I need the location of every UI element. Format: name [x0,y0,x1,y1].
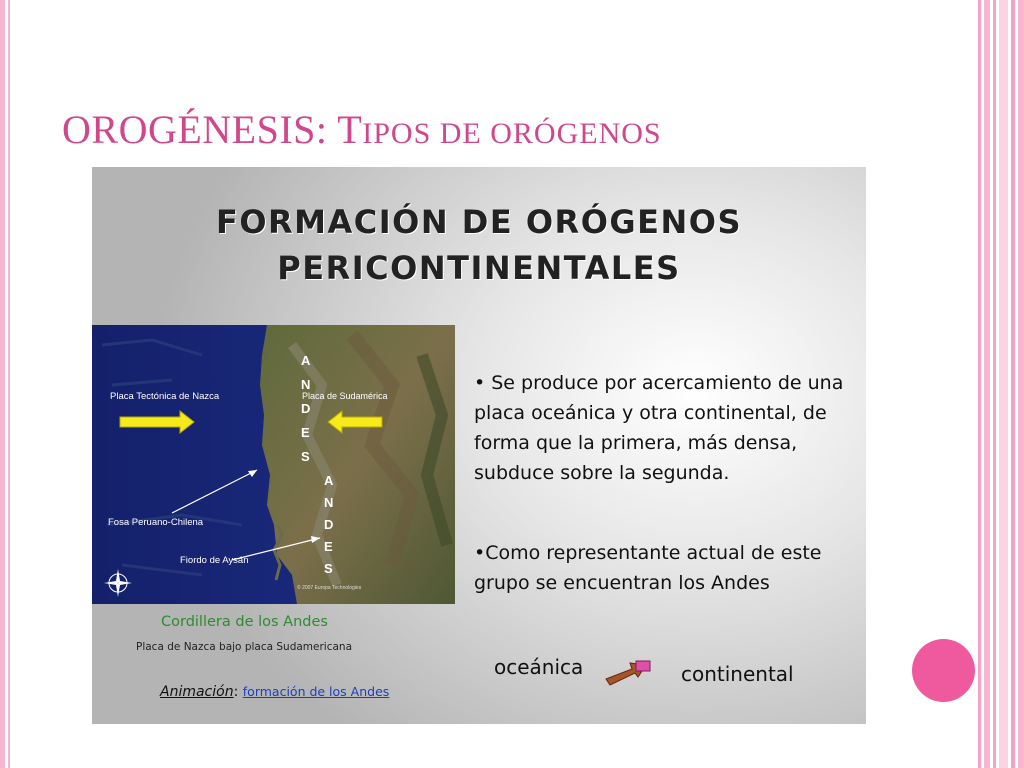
map-copyright: © 2007 Europa Technologies [297,585,362,591]
left-border-stripe [0,0,5,768]
label-fiordo: Fiordo de Aysán [180,555,249,566]
panel-title [92,199,866,291]
right-border-stripe [999,0,1008,768]
slide-title-smallcaps: IPOS DE ORÓGENOS [362,117,662,150]
panel-title-line2: PERICONTINENTALES [277,249,681,287]
word-oceanica: oceánica [494,655,584,679]
andes-letter: E [324,539,333,554]
left-border-stripe [8,0,10,768]
caption-placa: Placa de Nazca bajo placa Sudamericana [136,641,353,653]
bullet-subduction: • Se produce por acercamiento de una placa oceánica y otra continental, de forma que la primera, más densa, subduce sobre la segunda. [474,372,844,484]
andes-letter: D [301,401,311,416]
slide-title-main: OROGÉNESIS: T [62,107,363,152]
caption-cordillera: Cordillera de los Andes [161,614,328,630]
bullet-andes: •Como representante actual de este grupo se encuentran los Andes [474,542,822,594]
right-border-stripe [993,0,996,768]
andes-letter: N [324,495,334,510]
right-border-stripe [984,0,990,768]
label-nazca: Placa Tectónica de Nazca [110,391,220,402]
andes-letter: E [301,425,310,440]
word-continental: continental [681,662,794,686]
content-image-panel [92,167,866,724]
andes-letter: A [301,353,311,368]
animation-link[interactable]: formación de los Andes [242,684,390,699]
panel-title-line1: FORMACIÓN DE ORÓGENOS [215,203,743,241]
satellite-map [92,325,455,604]
diagonal-arrow-icon [602,657,654,691]
label-sudamerica: Placa de Sudamérica [302,391,388,401]
andes-letter: S [324,561,333,576]
right-border-stripe [978,0,981,768]
andes-letter: A [324,473,334,488]
right-border-stripe [1011,0,1015,768]
andes-letter: N [301,377,311,392]
animation-colon: : [233,684,243,700]
andes-letter: D [324,517,334,532]
decorative-pink-circle [912,639,975,702]
label-fosa: Fosa Peruano-Chilena [108,517,204,528]
right-border-stripe [1018,0,1024,768]
animation-label: Animación [160,684,234,700]
andes-letter: S [301,449,310,464]
slide-title [62,106,662,153]
animation-line [160,684,389,700]
